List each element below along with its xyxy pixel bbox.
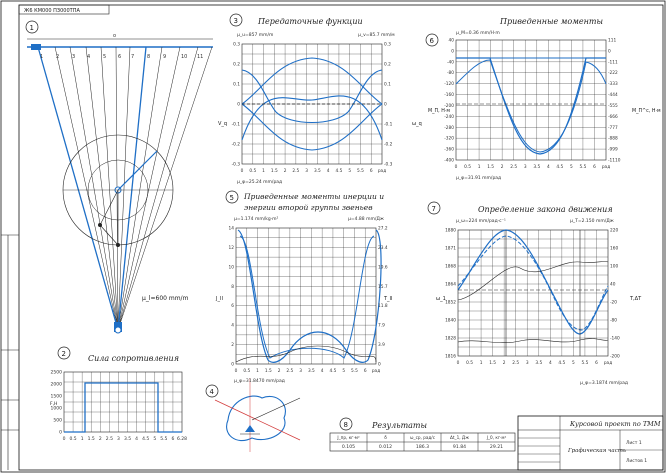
s6-yl-tick: -80 xyxy=(446,71,454,77)
s7-x-tick: 2 xyxy=(502,361,506,366)
s6-yr-tick: -444 xyxy=(608,93,618,99)
s3-x-tick: 2.5 xyxy=(292,169,300,174)
s3-x-tick: 2 xyxy=(283,169,287,174)
s2-x-tick: 4.5 xyxy=(142,437,150,442)
s6-x-tick: 1.5 xyxy=(487,165,495,170)
title-block-sheet: Лист 1 xyxy=(626,441,642,446)
section-7-left-scale: μ_ω=224 mm/рад·с⁻¹ xyxy=(456,219,506,224)
section-5-ylabel-right: T_II xyxy=(384,296,393,302)
results-value: 0.105 xyxy=(341,445,356,450)
section-3-title: Передаточные функции xyxy=(258,17,363,26)
s5-x-tick: 6 xyxy=(363,369,367,374)
section-4-number: 4 xyxy=(209,388,214,396)
results-value: 186.3 xyxy=(415,445,430,450)
svg-text:1: 1 xyxy=(40,54,44,60)
s6-yl-tick: 0 xyxy=(451,49,454,55)
s6-yl-tick: -200 xyxy=(444,103,454,109)
s6-yr-tick: -888 xyxy=(608,136,618,142)
s3-yl-tick: 0.2 xyxy=(233,62,240,68)
section-3-x-scale: μ_φ=25.24 mm/рад xyxy=(237,180,283,185)
section-3-transfer xyxy=(218,14,422,185)
s3-yl-tick: -0.2 xyxy=(231,142,240,148)
section-5-title-2: энергии второй группы звеньев xyxy=(244,203,373,212)
s2-x-tick: 6 xyxy=(171,437,175,442)
s5-x-tick: 3 xyxy=(299,369,302,374)
s5-x-tick: 1 xyxy=(256,369,259,374)
s5-yr-tick: 15.7 xyxy=(378,284,388,290)
svg-text:7: 7 xyxy=(131,54,135,60)
s7-x-tick: рад xyxy=(603,361,613,366)
section-4-link xyxy=(206,378,300,452)
s7-yl-tick: 1880 xyxy=(445,228,456,234)
s3-x-tick: 4 xyxy=(326,169,330,174)
s3-x-tick: 1 xyxy=(262,169,265,174)
s6-x-tick: 6 xyxy=(593,165,596,170)
s2-y-tick: 2500 xyxy=(50,370,62,376)
section-1-number: 1 xyxy=(29,24,34,32)
inner-frame xyxy=(19,5,663,470)
s5-x-tick: 1.5 xyxy=(264,369,272,374)
section-3-ylabel-left: V_q xyxy=(218,121,228,127)
s5-yr-tick: 19.6 xyxy=(378,265,388,271)
s7-yr-tick: -200 xyxy=(610,354,620,360)
section-6-moments xyxy=(426,17,661,181)
s7-yl-tick: 1816 xyxy=(445,354,456,360)
s2-x-tick: 2 xyxy=(98,437,102,442)
s3-yr-tick: -0.1 xyxy=(384,122,393,128)
s6-yr-tick: -999 xyxy=(608,147,618,153)
section-7-title: Определение закона движения xyxy=(478,205,613,214)
s2-y-tick: 2000 xyxy=(50,382,62,388)
section-5-title: Приведенные моменты инерции и xyxy=(244,192,385,201)
s3-x-tick: 0 xyxy=(240,169,244,174)
s2-x-tick: 4 xyxy=(135,437,139,442)
s2-x-tick: 6.28 xyxy=(176,437,188,442)
section-8-results xyxy=(330,418,515,451)
svg-text:9: 9 xyxy=(163,54,167,60)
s3-x-tick: 6 xyxy=(369,169,373,174)
s5-yr-tick: 0 xyxy=(378,362,381,368)
s3-yl-tick: -0.3 xyxy=(231,162,240,168)
section-7-motion xyxy=(428,202,642,386)
s7-yr-tick: 40 xyxy=(610,282,616,288)
title-block-project: Курсовой проект по ТММ xyxy=(570,420,661,428)
s6-x-tick: 3 xyxy=(523,165,527,170)
results-header: δ xyxy=(384,435,387,440)
s3-yr-tick: -0.3 xyxy=(384,162,393,168)
s3-yr-tick: 0 xyxy=(384,102,387,108)
s7-x-tick: 1.5 xyxy=(489,361,497,366)
section-3-number: 3 xyxy=(233,17,238,25)
section-5-number: 5 xyxy=(229,194,234,202)
results-header: J_0, кг·м² xyxy=(486,435,507,440)
svg-text:10: 10 xyxy=(181,54,188,60)
s3-x-tick: 3 xyxy=(305,169,308,174)
section-5-x-scale: μ_φ=31.8470 mm/рад xyxy=(234,379,285,384)
s6-yl-tick: -160 xyxy=(444,93,454,99)
s5-yl-tick: 12 xyxy=(228,245,234,251)
s7-x-tick: 5.5 xyxy=(581,361,589,366)
svg-text:3: 3 xyxy=(72,54,76,60)
s7-yl-tick: 1871 xyxy=(445,246,456,252)
s7-x-tick: 2.5 xyxy=(512,361,520,366)
s3-yl-tick: 0.1 xyxy=(233,82,240,88)
section-5-left-scale: μ=1.174 mm/kg·m² xyxy=(234,217,279,222)
s3-yr-tick: 0.3 xyxy=(384,42,391,48)
corner-stamp: Ж6 КМ000 ПЗ000ТПА xyxy=(24,8,80,14)
s6-yr-tick: 0 xyxy=(608,49,611,55)
s7-x-tick: 4 xyxy=(548,361,552,366)
section-1-scale: μ_l=600 mm/m xyxy=(142,295,189,302)
s3-yl-tick: 0 xyxy=(237,102,240,108)
s6-yl-tick: -320 xyxy=(444,136,454,142)
section-5-inertia xyxy=(215,191,393,384)
section-2-resistance xyxy=(50,347,187,442)
s6-x-tick: 0.5 xyxy=(464,165,471,170)
s5-x-tick: рад xyxy=(371,369,381,374)
section-5-ylabel-left: J_II xyxy=(216,296,223,302)
s6-yr-tick: -1110 xyxy=(608,158,621,164)
section-8-title: Результаты xyxy=(372,421,428,430)
section-5-right-scale: μ=4.88 mm/Дж xyxy=(348,217,384,222)
section-7-x-scale: μ_φ=3.1874 mm/рад xyxy=(580,381,629,386)
s2-x-tick: 1.5 xyxy=(87,437,95,442)
s6-yr-tick: -333 xyxy=(608,82,618,88)
svg-text:4: 4 xyxy=(87,54,91,60)
title-block-sheets: Листов 1 xyxy=(626,459,648,464)
s7-x-tick: 0 xyxy=(456,361,460,366)
s6-yr-tick: -555 xyxy=(608,103,618,109)
s6-yl-tick: -360 xyxy=(444,147,454,153)
s7-yr-tick: 220 xyxy=(610,228,619,234)
section-7-number: 7 xyxy=(431,205,436,213)
s5-yr-tick: 3.9 xyxy=(378,343,385,349)
s6-yr-tick: -777 xyxy=(608,125,618,131)
s5-yl-tick: 10 xyxy=(228,265,234,271)
s7-yr-tick: -20 xyxy=(610,300,618,306)
s6-yl-tick: -40 xyxy=(446,60,454,66)
s7-yl-tick: 1828 xyxy=(445,336,456,342)
s3-x-tick: 0.5 xyxy=(249,169,257,174)
s6-x-tick: 2.5 xyxy=(510,165,518,170)
results-value: 0.012 xyxy=(378,445,393,450)
svg-text:o: o xyxy=(113,33,117,39)
section-1-mechanism xyxy=(26,21,213,333)
s2-y-tick: 500 xyxy=(53,418,62,424)
section-7-ylabel-left: ω_1 xyxy=(436,296,446,302)
s7-x-tick: 5 xyxy=(572,361,575,366)
results-header: ω_ср, рад/с xyxy=(409,435,436,440)
s7-yl-tick: 1852 xyxy=(445,300,456,306)
s5-x-tick: 4 xyxy=(320,369,324,374)
s6-yr-tick: -666 xyxy=(608,114,618,120)
s7-yr-tick: -80 xyxy=(610,318,618,324)
s2-x-tick: 0.5 xyxy=(69,437,77,442)
s5-yr-tick: 7.9 xyxy=(378,323,385,329)
s2-x-tick: 5.5 xyxy=(160,437,168,442)
s2-x-tick: 2.5 xyxy=(105,437,113,442)
s3-yl-tick: 0.3 xyxy=(233,42,240,48)
s2-y-tick: 0 xyxy=(59,430,62,436)
s6-yl-tick: -400 xyxy=(444,158,454,164)
s7-yl-tick: 1840 xyxy=(445,318,456,324)
s5-x-tick: 5 xyxy=(342,369,346,374)
section-3-left-scale: μ_u=857 mm/m xyxy=(237,33,274,38)
section-2-number: 2 xyxy=(61,350,66,358)
s5-yl-tick: 0 xyxy=(231,362,234,368)
s5-x-tick: 0 xyxy=(234,369,238,374)
svg-text:11: 11 xyxy=(197,54,204,60)
results-header: Δt_1, Дж xyxy=(450,435,469,440)
s6-yr-tick: -222 xyxy=(608,71,618,77)
s5-yr-tick: 11.8 xyxy=(378,304,388,310)
s6-x-tick: 4 xyxy=(546,165,550,170)
s6-yr-tick: 111 xyxy=(608,38,617,44)
section-3-right-scale: μ_v=85.7 mm/м xyxy=(358,33,395,38)
section-2-title: Сила сопротивления xyxy=(88,354,180,363)
s2-x-tick: 1 xyxy=(80,437,84,442)
results-value: 29.21 xyxy=(489,445,504,450)
title-block xyxy=(518,416,663,470)
s6-yl-tick: -120 xyxy=(444,82,454,88)
section-6-x-scale: μ_φ=31.91 mm/рад xyxy=(456,176,502,181)
s6-x-tick: 3.5 xyxy=(533,165,541,170)
s5-yl-tick: 8 xyxy=(231,284,234,290)
section-7-ylabel-right: T,ΔT xyxy=(630,296,642,302)
s3-x-tick: 3.5 xyxy=(313,169,321,174)
s7-x-tick: 4.5 xyxy=(558,361,566,366)
s3-x-tick: рад xyxy=(377,169,387,174)
s6-yl-tick: -280 xyxy=(444,125,454,131)
s5-yr-tick: 27.2 xyxy=(378,226,388,232)
s7-x-tick: 1 xyxy=(479,361,483,366)
section-8-number: 8 xyxy=(343,421,348,429)
s6-yl-tick: -240 xyxy=(444,114,454,120)
s5-x-tick: 4.5 xyxy=(329,369,337,374)
s7-x-tick: 3.5 xyxy=(535,361,543,366)
s7-x-tick: 3 xyxy=(525,361,529,366)
s5-x-tick: 2.5 xyxy=(286,369,294,374)
s7-yr-tick: -140 xyxy=(610,336,620,342)
s3-x-tick: 5 xyxy=(348,169,352,174)
s2-x-tick: 5 xyxy=(153,437,157,442)
s6-x-tick: рад xyxy=(601,165,611,170)
section-6-title: Приведенные моменты xyxy=(500,17,603,26)
s2-x-tick: 0 xyxy=(62,437,66,442)
s7-yr-tick: 100 xyxy=(610,264,619,270)
s3-x-tick: 5.5 xyxy=(357,169,364,174)
s3-yl-tick: -0.1 xyxy=(231,122,240,128)
s2-y-tick: 1500 xyxy=(50,394,62,400)
svg-text:5: 5 xyxy=(103,54,107,60)
s6-x-tick: 0 xyxy=(454,165,458,170)
s7-yl-tick: 1864 xyxy=(445,282,456,288)
s7-yr-tick: 160 xyxy=(610,246,619,252)
results-value: 91.84 xyxy=(452,445,467,450)
s3-x-tick: 1.5 xyxy=(270,169,278,174)
s6-x-tick: 4.5 xyxy=(556,165,564,170)
section-6-scale: μ_M=0.36 mm/H·m xyxy=(456,31,500,36)
s5-yl-tick: 4 xyxy=(231,323,234,329)
title-block-doc: Графическая часть xyxy=(568,448,626,454)
s3-yr-tick: 0.1 xyxy=(384,82,391,88)
s6-x-tick: 2 xyxy=(500,165,504,170)
section-6-number: 6 xyxy=(429,37,434,45)
section-6-ylabel-right: M_П^с, Н·м xyxy=(632,109,661,114)
s3-x-tick: 4.5 xyxy=(335,169,343,174)
section-6-ylabel-left: M_П, Н·м xyxy=(428,109,450,114)
s5-x-tick: 0.5 xyxy=(243,369,251,374)
s7-x-tick: 0.5 xyxy=(466,361,473,366)
section-7-right-scale: μ_T=2.150 mm/Дж xyxy=(570,219,614,224)
s5-x-tick: 2 xyxy=(277,369,281,374)
svg-text:2: 2 xyxy=(56,54,60,60)
s3-yr-tick: -0.2 xyxy=(384,142,393,148)
section-3-ylabel-right: ω_q xyxy=(412,121,422,127)
s6-x-tick: 1 xyxy=(477,165,481,170)
s2-x-tick: 3.5 xyxy=(123,437,132,442)
s5-x-tick: 3.5 xyxy=(307,369,315,374)
s7-x-tick: 6 xyxy=(595,361,598,366)
s5-yl-tick: 6 xyxy=(231,304,234,310)
svg-text:6: 6 xyxy=(118,54,122,60)
s6-x-tick: 5.5 xyxy=(579,165,587,170)
s7-yl-tick: 1868 xyxy=(445,264,456,270)
s6-yr-tick: -111 xyxy=(608,60,618,66)
s3-yr-tick: 0.2 xyxy=(384,62,391,68)
s5-yr-tick: 23.4 xyxy=(378,245,388,251)
svg-text:8: 8 xyxy=(147,54,151,60)
s6-yl-tick: 40 xyxy=(448,38,454,44)
s2-x-tick: 3 xyxy=(117,437,120,442)
s6-x-tick: 5 xyxy=(570,165,573,170)
results-header: J_пр, кг·м² xyxy=(337,435,360,440)
s5-x-tick: 5.5 xyxy=(351,369,358,374)
section-2-ylabel: F,H xyxy=(50,402,58,407)
s5-yl-tick: 2 xyxy=(231,343,234,349)
s5-yl-tick: 14 xyxy=(228,226,234,232)
s2-y-tick: 1000 xyxy=(50,406,62,412)
